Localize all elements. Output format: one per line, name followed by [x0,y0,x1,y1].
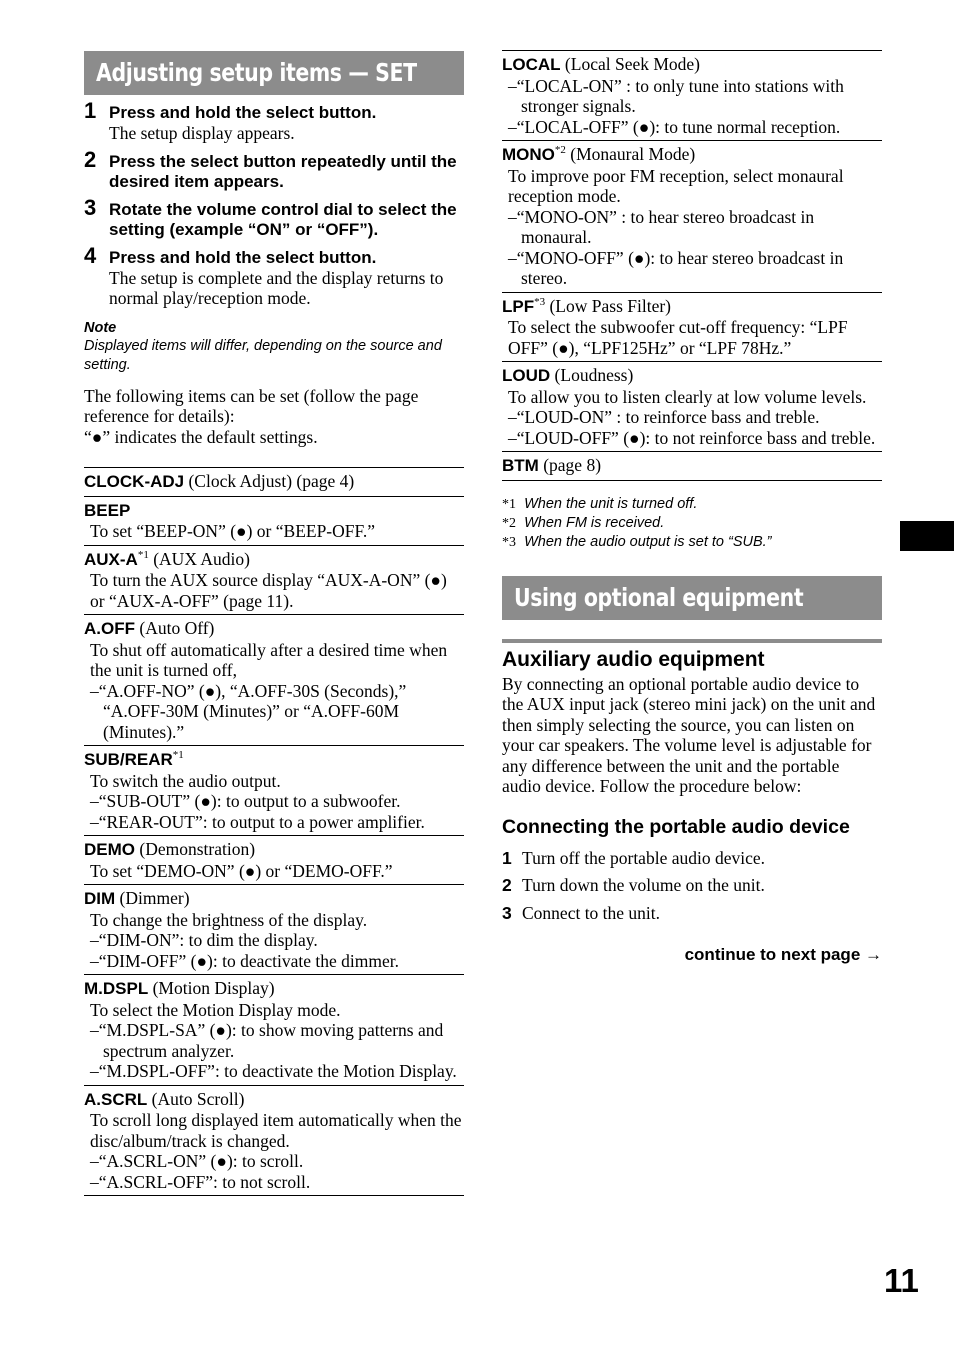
step-number: 4 [84,242,97,268]
setup-item-description: To allow you to listen clearly at low volume levels. [508,386,867,407]
setup-item-heading [84,1089,464,1111]
setup-item [502,452,882,481]
setup-item-name: CLOCK-ADJ [84,472,185,491]
setup-item-heading [84,839,464,861]
setup-item-description: To change the brightness of the display. [90,909,368,930]
setup-item-heading [502,54,882,76]
step [84,194,464,240]
setup-item-heading [502,365,882,387]
setup-item [502,51,882,141]
setup-item-option: –“A.OFF-NO” (●), “A.OFF-30S (Seconds),” “A.OFF-30M (Minutes)” or “A.OFF-60M (Minutes).” [90,680,407,742]
setup-steps [84,98,464,309]
setup-item-heading [84,549,464,571]
left-column [84,51,464,1196]
setup-item-description: To set “BEEP-ON” (●) or “BEEP-OFF.” [90,521,375,541]
setup-item-description: To select the Motion Display mode. [90,999,341,1020]
setup-item-name: MONO [502,145,555,164]
setup-item-label: (Low Pass Filter) [545,295,672,316]
setup-item-description: To scroll long displayed item automatically when the disc/album/track is changed. [90,1110,462,1151]
setup-item-option: –“SUB-OUT” (●): to output to a subwoofer. [90,791,401,811]
setup-item-name: A.SCRL [84,1089,148,1109]
setup-item-heading [502,296,882,318]
footnote-mark: *3 [534,295,546,308]
intro-paragraph: The following items can be set (follow the page reference for details): [84,385,419,426]
setup-item-label: (Loudness) [550,365,634,385]
setup-item-heading [84,749,464,771]
setup-item-name: LOCAL [502,55,561,74]
setup-item [84,468,464,497]
setup-item-label: (Monaural Mode) [565,144,696,164]
continue-next-page: continue to next page → [684,945,882,964]
setup-item [84,885,464,975]
right-column [502,50,882,965]
setup-item-description: To turn the AUX source display “AUX-A-ON” (●) or “AUX-A-OFF” (page 11). [90,570,447,611]
setup-item-option: –“A.SCRL-OFF”: to not scroll. [90,1171,311,1192]
setup-item-label: (Demonstration) [135,839,256,859]
note-text: Displayed items will differ, depending on the source and setting. [84,337,442,373]
step-instruction: Press the select button repeatedly until the desired item appears. [109,151,457,191]
step-instruction: Press and hold the select button. [109,247,377,267]
setup-item [502,141,882,293]
setup-item-option: –“DIM-ON”: to dim the display. [90,930,318,950]
footnote-mark: *1 [137,548,149,561]
step-number: 3 [84,194,97,220]
setup-item-name: LOUD [502,366,551,385]
step-number: 1 [84,98,97,123]
setup-item-name: DEMO [84,840,135,859]
setup-item-option: –“M.DSPL-SA” (●): to show moving patterns and spectrum analyzer. [90,1020,444,1061]
setup-item-name: BTM [502,456,539,475]
setup-item-description: To switch the audio output. [90,770,281,791]
setup-item [84,497,464,546]
setup-item-name: LPF [502,296,535,316]
setup-item [84,615,464,746]
list-item: 3 Connect to the unit. [502,902,661,923]
setup-item-description: To improve poor FM reception, select monaural reception mode. [508,165,844,206]
setup-item-option: –“LOCAL-OFF” (●): to tune normal reception. [508,116,841,137]
connect-steps [502,848,882,924]
step-instruction: Rotate the volume control dial to select the setting (example “ON” or “OFF”). [109,199,457,239]
list-item: 2 Turn down the volume on the unit. [502,875,765,895]
setup-item-heading [84,888,464,910]
setup-item-option: –“REAR-OUT”: to output to a power amplifier. [90,811,425,832]
setup-item-label: (page 8) [538,455,602,475]
setup-item-heading [502,455,882,477]
section-title: Using optional equipment [514,582,804,612]
footnotes [502,495,882,552]
setup-item-heading [84,471,464,493]
setup-item-label: (Clock Adjust) (page 4) [184,471,355,491]
setup-item-label: (Auto Off) [135,618,215,638]
setup-item-option: –“LOUD-OFF” (●): to not reinforce bass and treble. [508,427,876,448]
setup-item-label: (Auto Scroll) [147,1088,245,1109]
setup-item-label: (Dimmer) [115,888,190,908]
setup-item-option: –“MONO-ON” : to hear stereo broadcast in monaural. [508,206,815,247]
step [84,98,464,144]
setup-item-option: –“A.SCRL-ON” (●): to scroll. [90,1151,304,1171]
footnote-mark: *2 [554,144,566,157]
setup-item-name: AUX-A [84,549,138,569]
setup-item-heading [84,978,464,1000]
setup-item-name: DIM [84,889,116,908]
setup-item-heading [84,618,464,640]
footnote: *1 When the unit is turned off. [502,495,698,512]
setup-item [502,362,882,452]
subsection-heading: Auxiliary audio equipment [502,647,765,671]
setup-item-name: M.DSPL [84,979,149,998]
setup-item [84,546,464,616]
setup-item [84,975,464,1086]
step-description: The setup display appears. [109,123,295,143]
section-title: Adjusting setup items — SET [96,58,417,87]
setup-item-label: (Local Seek Mode) [560,54,701,74]
setup-item-name: SUB/REAR [84,750,173,769]
setup-item-name: BEEP [84,500,131,520]
step [84,146,464,192]
step [84,242,464,309]
setup-item-option: –“LOUD-ON” : to reinforce bass and treble. [508,407,820,427]
setup-item-option: –“LOCAL-ON” : to only tune into stations with stronger signals. [508,75,844,116]
setup-item-list [84,467,464,1196]
setup-item-option: –“M.DSPL-OFF”: to deactivate the Motion Display. [90,1061,457,1081]
setup-item [84,1086,464,1197]
setup-item-label: (AUX Audio) [148,548,250,569]
setup-item-description: To shut off automatically after a desired time when the unit is turned off, [90,639,448,680]
step-number: 2 [84,146,97,172]
connect-heading: Connecting the portable audio device [502,815,850,838]
section-banner-set [84,51,464,95]
setup-item-description: To select the subwoofer cut-off frequency: “LPF OFF” (●), “LPF125Hz” or “LPF 78Hz.” [508,317,848,358]
body-paragraph: By connecting an optional portable audio device to the AUX input jack (stereo mini jack) on the unit and then simply selecting the source, you can listen on your car speakers. The volume level is adjustable for any difference between the unit and the portable audio device. Follow the procedure below: [502,673,876,796]
setup-item-option: –“DIM-OFF” (●): to deactivate the dimmer. [90,950,399,971]
setup-item [84,836,464,885]
setup-item [84,746,464,836]
setup-item-list-continued [502,50,882,481]
list-item: 1 Turn off the portable audio device. [502,847,766,868]
setup-item-name: A.OFF [84,619,135,638]
footnote-mark: *1 [172,749,184,762]
note-heading: Note [84,319,117,336]
footnote: *2 When FM is received. [502,514,665,531]
footnote: *3 When the audio output is set to “SUB.” [502,533,772,550]
default-indicator-note: “●” indicates the default settings. [84,426,318,447]
setup-item [502,293,882,363]
step-description: The setup is complete and the display returns to normal play/reception mode. [109,267,444,308]
section-rule [502,639,882,643]
setup-item-heading [84,500,464,522]
setup-item-heading [502,144,882,166]
setup-item-option: –“MONO-OFF” (●): to hear stereo broadcast in stereo. [508,247,844,288]
section-tab-marker [900,521,954,551]
setup-item-description: To set “DEMO-ON” (●) or “DEMO-OFF.” [90,860,393,881]
page-number: 11 [884,1262,919,1299]
step-instruction: Press and hold the select button. [109,103,377,122]
section-banner-optional [502,576,882,620]
setup-item-label: (Motion Display) [148,978,275,998]
